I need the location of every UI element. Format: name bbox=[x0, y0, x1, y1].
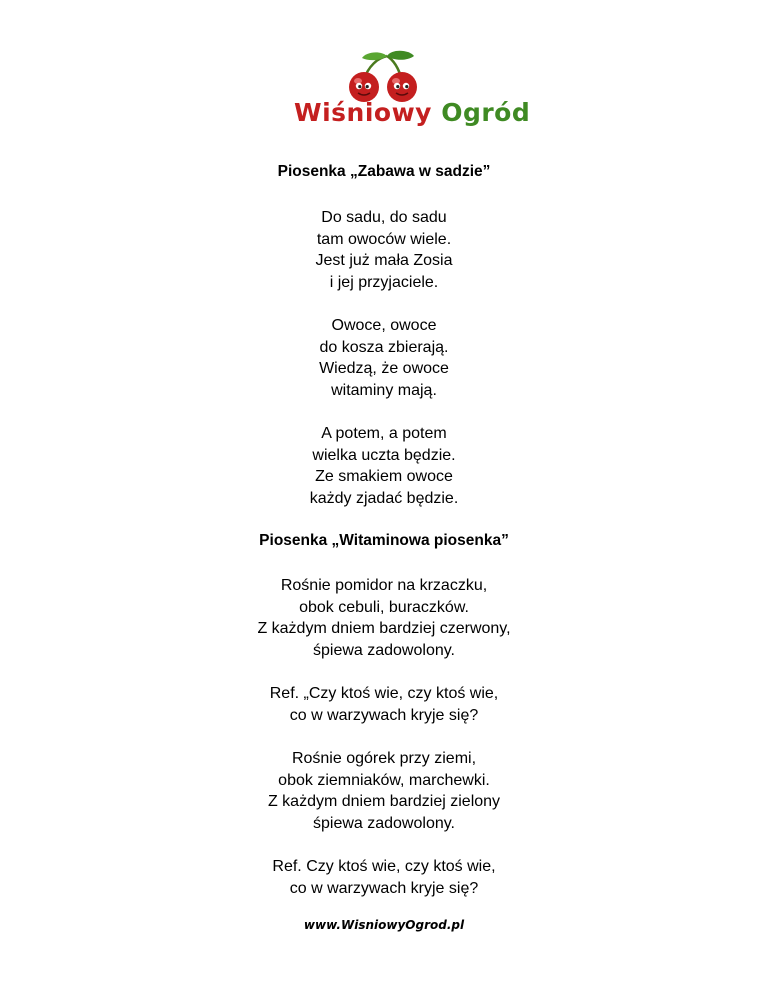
stanza-line: do kosza zbierają. bbox=[319, 338, 449, 356]
stanza-line: tam owoców wiele. bbox=[316, 230, 452, 248]
stanza-line: Jest już mała Zosia bbox=[315, 252, 453, 269]
refrain bbox=[0, 856, 768, 899]
stanza-line: Ze smakiem owoce bbox=[315, 468, 453, 485]
stanza-line: Rośnie pomidor na krzaczku, bbox=[280, 577, 488, 594]
stanza-line: Wiedzą, że owoce bbox=[319, 360, 449, 377]
refrain bbox=[0, 683, 768, 726]
cherries-icon bbox=[294, 50, 474, 102]
logo bbox=[294, 50, 531, 132]
stanza-line: śpiewa zadowolony. bbox=[312, 641, 455, 659]
song-title: Piosenka „Witaminowa piosenka” bbox=[259, 532, 509, 549]
song-content bbox=[0, 158, 768, 899]
stanza bbox=[0, 575, 768, 661]
stanza-line: Ref. „Czy ktoś wie, czy ktoś wie, bbox=[269, 685, 499, 702]
stanza-line: i jej przyjaciele. bbox=[329, 273, 439, 291]
stanza-line: A potem, a potem bbox=[321, 425, 447, 442]
logo-word-1: Wiśniowy bbox=[294, 98, 432, 127]
stanza-line: Z każdym dniem bardziej zielony bbox=[267, 793, 501, 810]
logo-word-2: Ogród bbox=[441, 98, 531, 127]
stanza-line: Do sadu, do sadu bbox=[321, 209, 447, 226]
stanza-line: obok ziemniaków, marchewki. bbox=[278, 771, 490, 789]
stanza bbox=[0, 207, 768, 293]
stanza-line: co w warzywach kryje się? bbox=[289, 706, 479, 724]
footer-url[interactable]: www.WisniowyOgrod.pl bbox=[303, 918, 465, 932]
stanza-line: wielka uczta będzie. bbox=[312, 446, 456, 464]
stanza-line: Rośnie ogórek przy ziemi, bbox=[291, 750, 477, 767]
song-title: Piosenka „Zabawa w sadzie” bbox=[277, 163, 491, 180]
stanza bbox=[0, 315, 768, 401]
stanza-line: Z każdym dniem bardziej czerwony, bbox=[257, 620, 511, 637]
stanza bbox=[0, 423, 768, 509]
stanza-line: śpiewa zadowolony. bbox=[312, 814, 455, 832]
stanza-line: Ref. Czy ktoś wie, czy ktoś wie, bbox=[272, 858, 496, 875]
stanza bbox=[0, 748, 768, 834]
stanza-line: witaminy mają. bbox=[331, 381, 437, 399]
stanza-line: Owoce, owoce bbox=[331, 317, 437, 334]
stanza-line: każdy zjadać będzie. bbox=[309, 489, 459, 507]
logo-wordmark bbox=[294, 98, 531, 128]
stanza-line: co w warzywach kryje się? bbox=[289, 879, 479, 897]
stanza-line: obok cebuli, buraczków. bbox=[299, 598, 469, 616]
